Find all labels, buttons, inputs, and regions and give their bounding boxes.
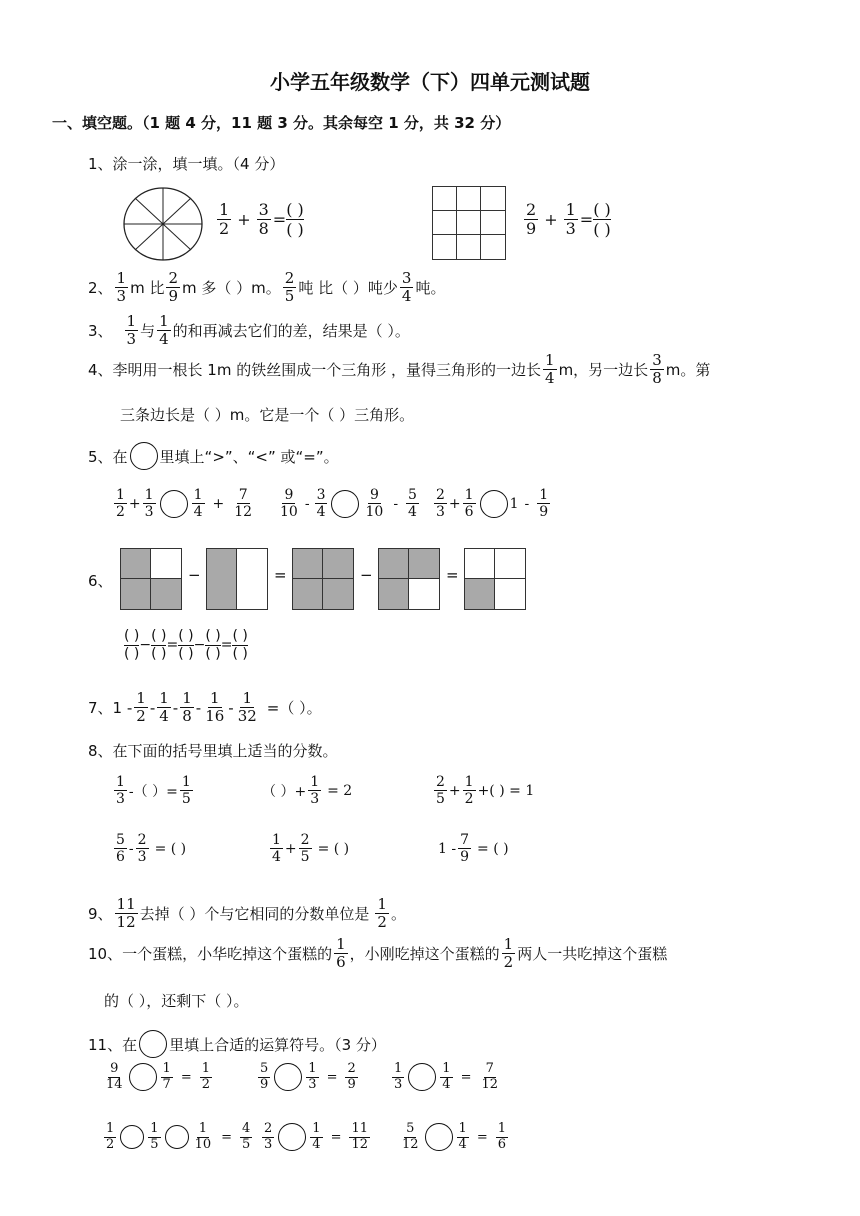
operator-circle[interactable] bbox=[139, 1030, 167, 1058]
q6-label: 6、 bbox=[88, 572, 113, 590]
section-heading: 一、填空题。（1 题 4 分，11 题 3 分。其余每空 1 分，共 32 分） bbox=[52, 114, 511, 132]
q8-label: 8、在下面的括号里填上适当的分数。 bbox=[88, 742, 338, 760]
q5-e2: $\frac{9}{10}$ - $\frac{3}{4}$ $\frac{9}{10}$ - $\frac{5}{4}$ bbox=[280, 487, 417, 521]
q11-r1-3: $\frac{1}{3}$ $\frac{1}{4}$ = $\frac{7}{12}$ bbox=[394, 1061, 499, 1092]
operator-circle[interactable] bbox=[120, 1125, 144, 1149]
q5-label: 5、在 里填上“>”、“<” 或“=”。 bbox=[88, 442, 339, 470]
page-title: 小学五年级数学（下）四单元测试题 bbox=[270, 70, 590, 94]
q6-op: = bbox=[446, 566, 459, 584]
q4-line1: 4、李明用一根长 1m 的铁丝围成一个三角形 ，量得三角形的一边长 $\frac{1}{4}$ m，另一边长 $\frac{3}{8}$ m。第 bbox=[88, 351, 711, 388]
q6-answer-row: ( ) ( ) − ( ) ( ) = ( ) ( ) − ( ) ( ) = ( ) ( ) bbox=[124, 628, 248, 662]
operator-circle[interactable] bbox=[274, 1063, 302, 1091]
fraction-box-5 bbox=[464, 548, 526, 610]
compare-circle[interactable] bbox=[480, 490, 508, 518]
q5-e3: $\frac{2}{3}$ + $\frac{1}{6}$ 1 - $\frac{1}{9}$ bbox=[436, 487, 549, 521]
q8-r1-a: $\frac{1}{3}$ -（ ）= $\frac{1}{5}$ bbox=[116, 774, 191, 808]
q8-r2-a: $\frac{5}{6}$ - $\frac{2}{3}$ = ( ) bbox=[116, 832, 187, 866]
q7: 7、1 - $\frac{1}{2}$ - $\frac{1}{4}$ - $\frac{1}{8}$ - $\frac{1}{16}$ - $\frac{1}{32}$ =（ ）。 bbox=[88, 689, 322, 726]
q11-label: 11、在 里填上合适的运算符号。（3 分） bbox=[88, 1030, 386, 1058]
compare-circle[interactable] bbox=[331, 490, 359, 518]
q4-line2: 三条边长是（ ）m。它是一个（ ）三角形。 bbox=[120, 406, 415, 424]
q11-r1-1: $\frac{9}{14}$ $\frac{1}{7}$ = $\frac{1}{2}$ bbox=[106, 1061, 211, 1092]
q6-op: − bbox=[360, 566, 373, 584]
q2: 2、 $\frac{1}{3}$ m 比 $\frac{2}{9}$ m 多（ ）m。 $\frac{2}{5}$ 吨 比（ ）吨少 $\frac{3}{4}$ 吨。 bbox=[88, 269, 446, 306]
q9: 9、 $\frac{11}{12}$ 去掉（ ）个与它相同的分数单位是 $\frac{1}{2}$ 。 bbox=[88, 895, 406, 932]
operator-circle[interactable] bbox=[278, 1123, 306, 1151]
q8-r2-c: 1 - $\frac{7}{9}$ = ( ) bbox=[438, 832, 509, 866]
fraction-box-2 bbox=[206, 548, 268, 610]
circle-diagram bbox=[122, 186, 204, 262]
q11-r2-2: $\frac{2}{3}$ $\frac{1}{4}$ = $\frac{11}{12}$ bbox=[264, 1121, 369, 1152]
q10-line2: 的（ ），还剩下（ ）。 bbox=[104, 992, 249, 1010]
fraction-box-3 bbox=[292, 548, 354, 610]
fraction-box-4 bbox=[378, 548, 440, 610]
q1b-expr: $\frac{2}{9}$ + $\frac{1}{3}$ = ( ) ( ) bbox=[526, 199, 611, 240]
q8-r2-b: $\frac{1}{4}$ + $\frac{2}{5}$ = ( ) bbox=[272, 832, 350, 866]
compare-circle[interactable] bbox=[130, 442, 158, 470]
q1-label: 1、涂一涂，填一填。（4 分） bbox=[88, 155, 285, 173]
q11-r1-2: $\frac{5}{9}$ $\frac{1}{3}$ = $\frac{2}{9}$ bbox=[260, 1061, 356, 1092]
operator-circle[interactable] bbox=[165, 1125, 189, 1149]
q5-e1: $\frac{1}{2}$ + $\frac{1}{3}$ $\frac{1}{4}$ + $\frac{7}{12}$ bbox=[116, 487, 253, 521]
q11-r2-1: $\frac{1}{2}$ $\frac{1}{5}$ $\frac{1}{10}$ = $\frac{4}{5}$ bbox=[106, 1121, 251, 1152]
q8-r1-b: （ ）+ $\frac{1}{3}$ = 2 bbox=[262, 774, 353, 808]
operator-circle[interactable] bbox=[425, 1123, 453, 1151]
q6-op: = bbox=[274, 566, 287, 584]
fraction-box-1 bbox=[120, 548, 182, 610]
operator-circle[interactable] bbox=[408, 1063, 436, 1091]
operator-circle[interactable] bbox=[129, 1063, 157, 1091]
q10-line1: 10、一个蛋糕，小华吃掉这个蛋糕的 $\frac{1}{6}$ ，小刚吃掉这个蛋糕的 $\frac{1}{2}$ 两人一共吃掉这个蛋糕 bbox=[88, 935, 668, 972]
compare-circle[interactable] bbox=[160, 490, 188, 518]
q1a-expr: $\frac{1}{2}$ + $\frac{3}{8}$ = ( ) ( ) bbox=[219, 199, 304, 240]
grid-diagram bbox=[432, 186, 506, 260]
q11-r2-3: $\frac{5}{12}$ $\frac{1}{4}$ = $\frac{1}{6}$ bbox=[402, 1121, 507, 1152]
q8-r1-c: $\frac{2}{5}$ + $\frac{1}{2}$ +( ) = 1 bbox=[436, 774, 535, 808]
q3: 3、 $\frac{1}{3}$ 与 $\frac{1}{4}$ 的和再减去它们的差，结果是（ ）。 bbox=[88, 312, 410, 349]
q6-op: − bbox=[188, 566, 201, 584]
